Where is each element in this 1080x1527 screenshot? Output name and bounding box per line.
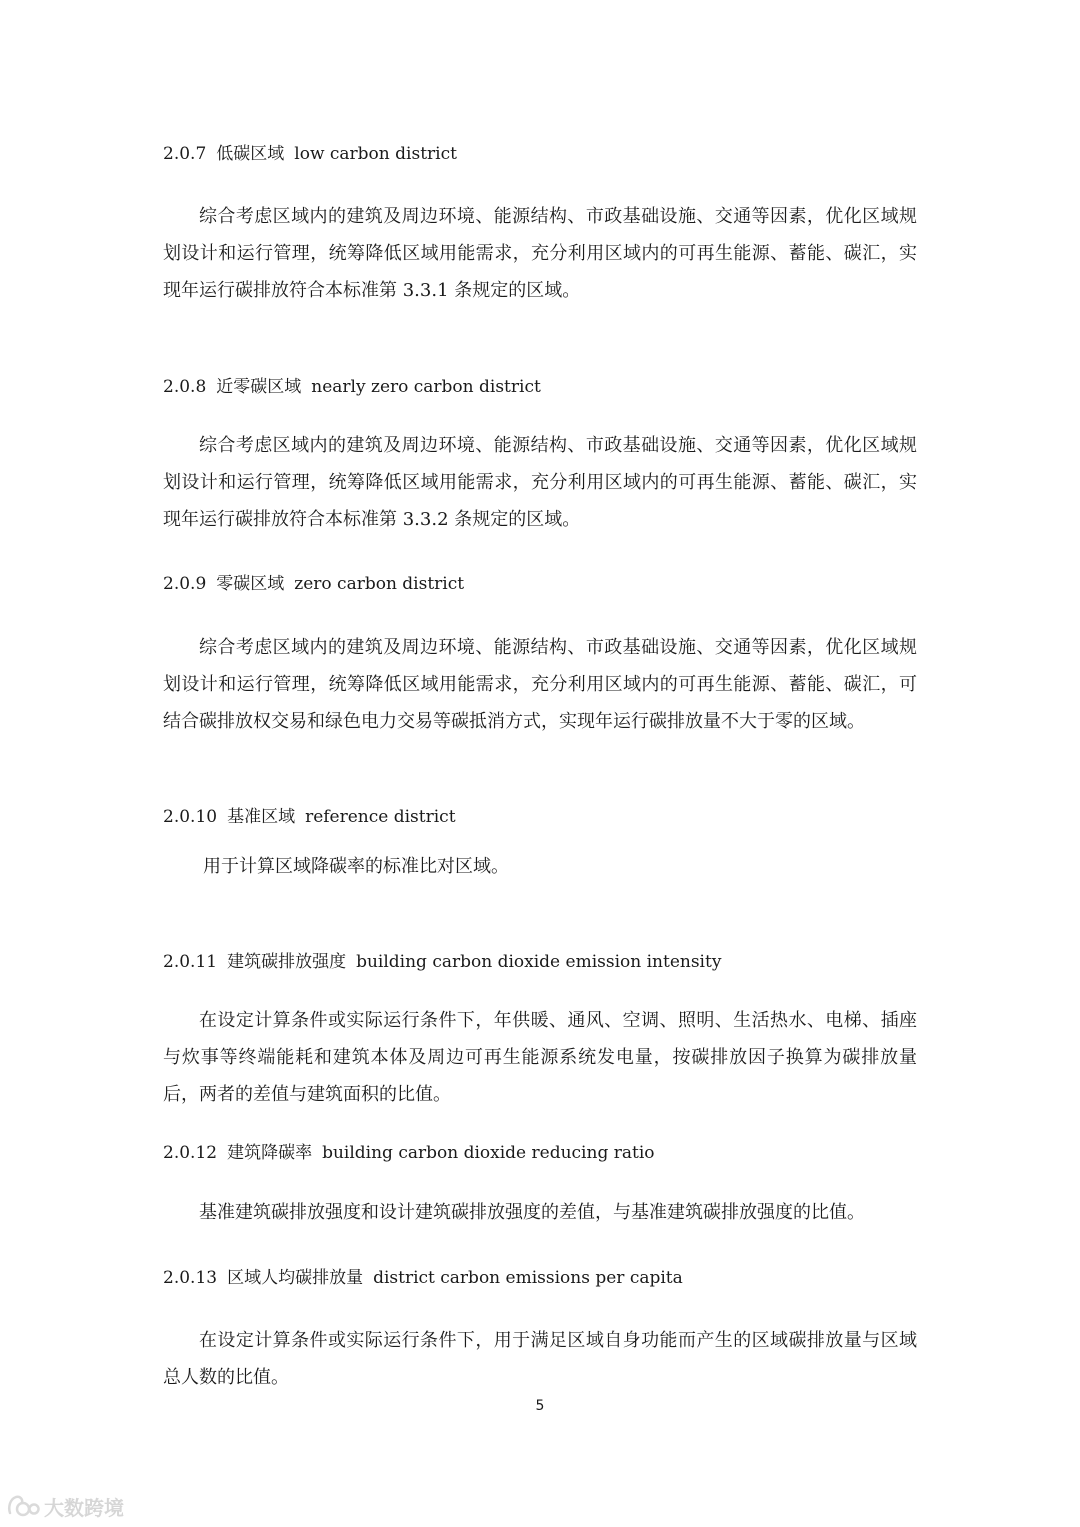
- section-body: 综合考虑区域内的建筑及周边环境、能源结构、市政基础设施、交通等因素，优化区域规划设计和运行管理，统筹降低区域用能需求，充分利用区域内的可再生能源、蓄能、碳汇，实现年运行碳排放符合本标准第 3.3.1 条规定的区域。: [163, 206, 917, 301]
- section-title-en: low carbon district: [294, 144, 457, 164]
- section-number: 2.0.9: [163, 574, 207, 594]
- section-heading: [163, 143, 457, 165]
- section-title-en: district carbon emissions per capita: [373, 1268, 683, 1288]
- section-body: 综合考虑区域内的建筑及周边环境、能源结构、市政基础设施、交通等因素，优化区域规划设计和运行管理，统筹降低区域用能需求，充分利用区域内的可再生能源、蓄能、碳汇，可结合碳排放权交易和绿色电力交易等碳抵消方式，实现年运行碳排放量不大于零的区域。: [163, 637, 917, 732]
- section-title-cn: 区域人均碳排放量: [227, 1268, 364, 1288]
- section-title-en: reference district: [305, 807, 456, 827]
- section-number: 2.0.10: [163, 807, 218, 827]
- section-heading: [163, 1142, 655, 1164]
- section-body: 在设定计算条件或实际运行条件下，年供暖、通风、空调、照明、生活热水、电梯、插座与炊事等终端能耗和建筑本体及周边可再生能源系统发电量，按碳排放因子换算为碳排放量后，两者的差值与建筑面积的比值。: [163, 1010, 917, 1105]
- page-number: 5: [535, 1398, 545, 1414]
- section-title-en: building carbon dioxide reducing ratio: [322, 1143, 655, 1163]
- section-title-en: zero carbon district: [294, 574, 465, 594]
- section-body: 基准建筑碳排放强度和设计建筑碳排放强度的差值，与基准建筑碳排放强度的比值。: [199, 1202, 865, 1223]
- section-number: 2.0.13: [163, 1268, 218, 1288]
- section-heading: [163, 1267, 683, 1289]
- section-title-cn: 低碳区域: [216, 144, 285, 164]
- section-title-en: building carbon dioxide emission intensity: [356, 952, 722, 972]
- section-title-cn: 零碳区域: [216, 574, 285, 594]
- section-number: 2.0.12: [163, 1143, 218, 1163]
- section-title-cn: 建筑降碳率: [227, 1143, 313, 1163]
- section-title-en: nearly zero carbon district: [311, 377, 541, 397]
- section-heading: [163, 573, 464, 595]
- section-number: 2.0.7: [163, 144, 207, 164]
- section-title-cn: 近零碳区域: [216, 377, 302, 397]
- section-body: 用于计算区域降碳率的标准比对区域。: [203, 856, 509, 877]
- watermark: [6, 1492, 124, 1520]
- section-heading: [163, 376, 541, 398]
- section-number: 2.0.8: [163, 377, 207, 397]
- section-body: 在设定计算条件或实际运行条件下，用于满足区域自身功能而产生的区域碳排放量与区域总人数的比值。: [163, 1330, 917, 1388]
- brand-logo-icon: [6, 1493, 40, 1519]
- section-title-cn: 基准区域: [227, 807, 296, 827]
- section-number: 2.0.11: [163, 952, 218, 972]
- watermark-text: 大数跨境: [44, 1495, 124, 1520]
- section-heading: [163, 806, 456, 828]
- section-heading: [163, 951, 721, 973]
- section-title-cn: 建筑碳排放强度: [227, 952, 347, 972]
- section-body: 综合考虑区域内的建筑及周边环境、能源结构、市政基础设施、交通等因素，优化区域规划设计和运行管理，统筹降低区域用能需求，充分利用区域内的可再生能源、蓄能、碳汇，实现年运行碳排放符合本标准第 3.3.2 条规定的区域。: [163, 435, 917, 530]
